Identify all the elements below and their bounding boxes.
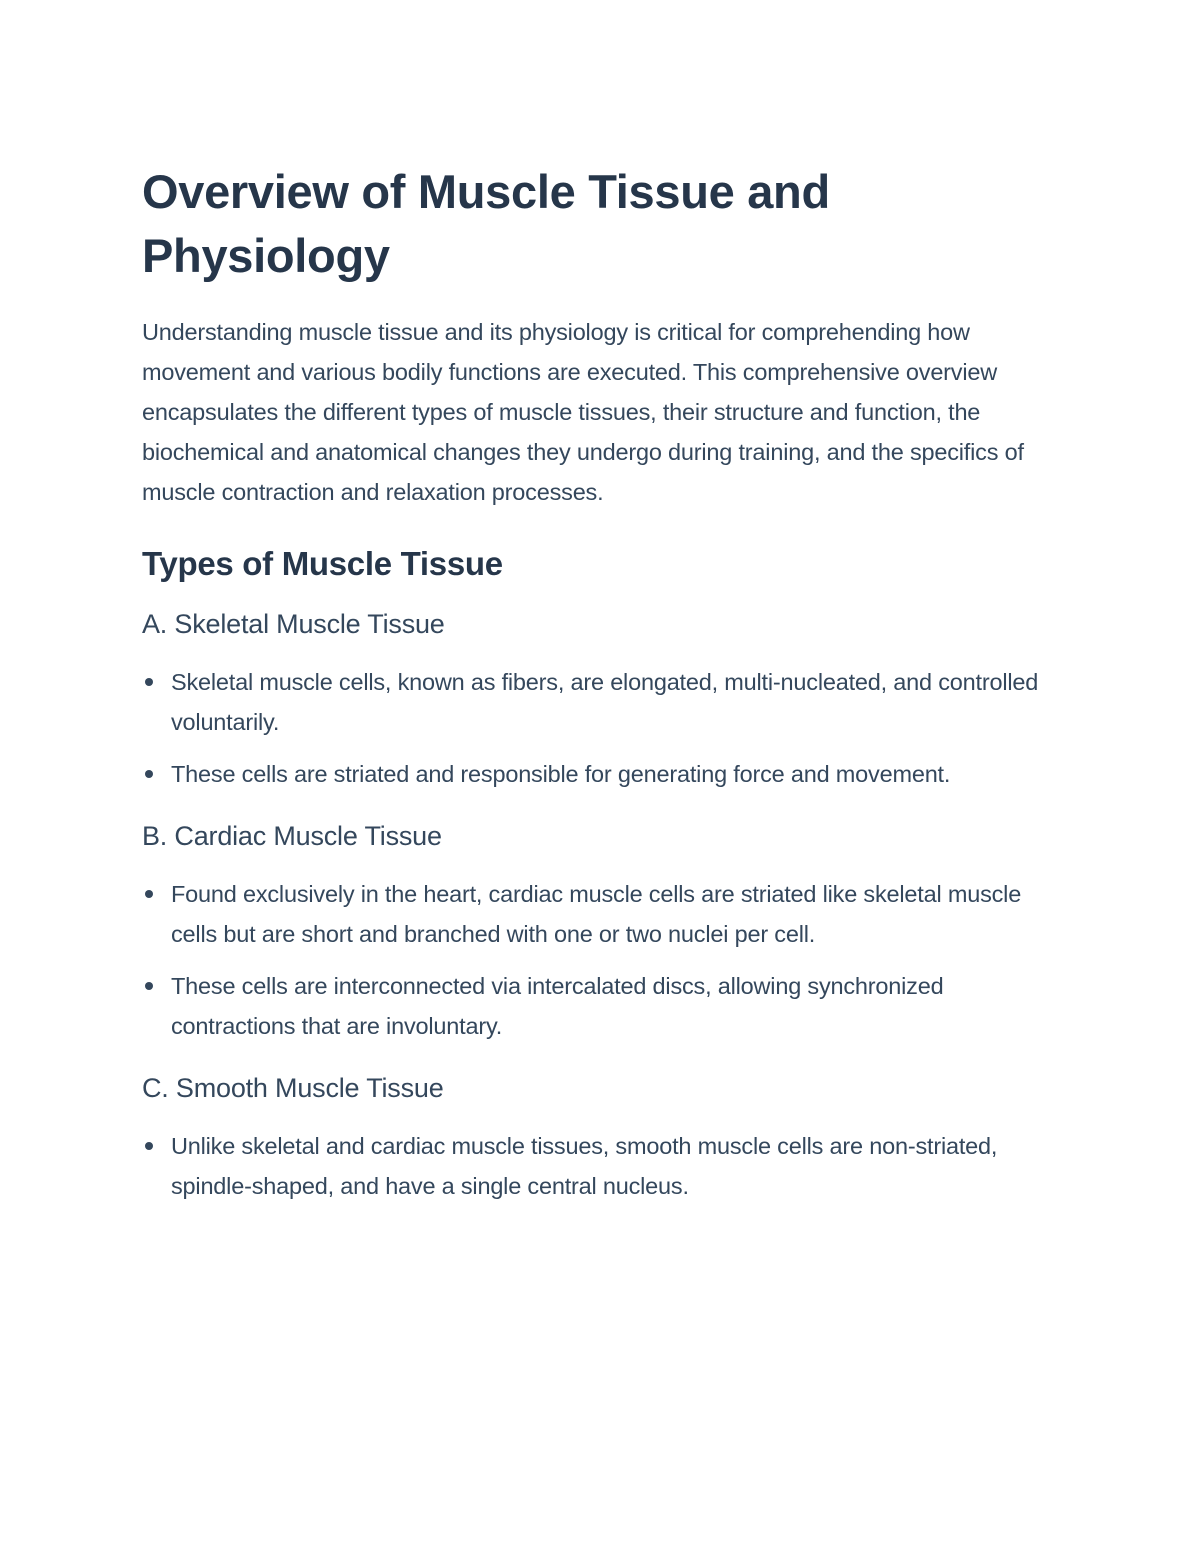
subsection-heading: B. Cardiac Muscle Tissue	[142, 821, 442, 851]
section-heading: Types of Muscle Tissue	[142, 545, 503, 582]
bullet-icon	[145, 1142, 153, 1150]
list-item	[142, 874, 1072, 954]
list-item-text: Skeletal muscle cells, known as fibers, are elongated, multi-nucleated, and controlled voluntarily.	[171, 669, 1039, 735]
subsection-heading: C. Smooth Muscle Tissue	[142, 1073, 444, 1103]
subsection-cardiac	[142, 816, 1072, 1046]
list-item	[142, 966, 1072, 1046]
list-item	[142, 662, 1072, 742]
subsection-heading: A. Skeletal Muscle Tissue	[142, 609, 445, 639]
document-page	[142, 160, 1072, 1206]
page-title: Overview of Muscle Tissue and Physiology	[142, 165, 830, 282]
subsection-skeletal	[142, 604, 1072, 794]
bullet-list	[142, 662, 1072, 794]
list-item	[142, 754, 1072, 794]
bullet-icon	[145, 770, 153, 778]
list-item-text: Found exclusively in the heart, cardiac muscle cells are striated like skeletal muscle cells but are short and branched with one or two nuclei per cell.	[171, 881, 1022, 947]
list-item-text: These cells are interconnected via intercalated discs, allowing synchronized contractions that are involuntary.	[171, 973, 944, 1039]
list-item	[142, 1126, 1072, 1206]
intro-paragraph: Understanding muscle tissue and its physiology is critical for comprehending how movement and various bodily functions are executed. This comprehensive overview encapsulates the different types of muscle tissues, their structure and function, the biochemical and anatomical changes they undergo during training, and the specifics of muscle contraction and relaxation processes.	[142, 319, 1024, 505]
bullet-list	[142, 874, 1072, 1046]
list-item-text: These cells are striated and responsible for generating force and movement.	[171, 761, 951, 787]
bullet-list	[142, 1126, 1072, 1206]
bullet-icon	[145, 982, 153, 990]
subsection-smooth	[142, 1068, 1072, 1206]
list-item-text: Unlike skeletal and cardiac muscle tissues, smooth muscle cells are non-striated, spindle-shaped, and have a single central nucleus.	[171, 1133, 998, 1199]
bullet-icon	[145, 890, 153, 898]
bullet-icon	[145, 678, 153, 686]
